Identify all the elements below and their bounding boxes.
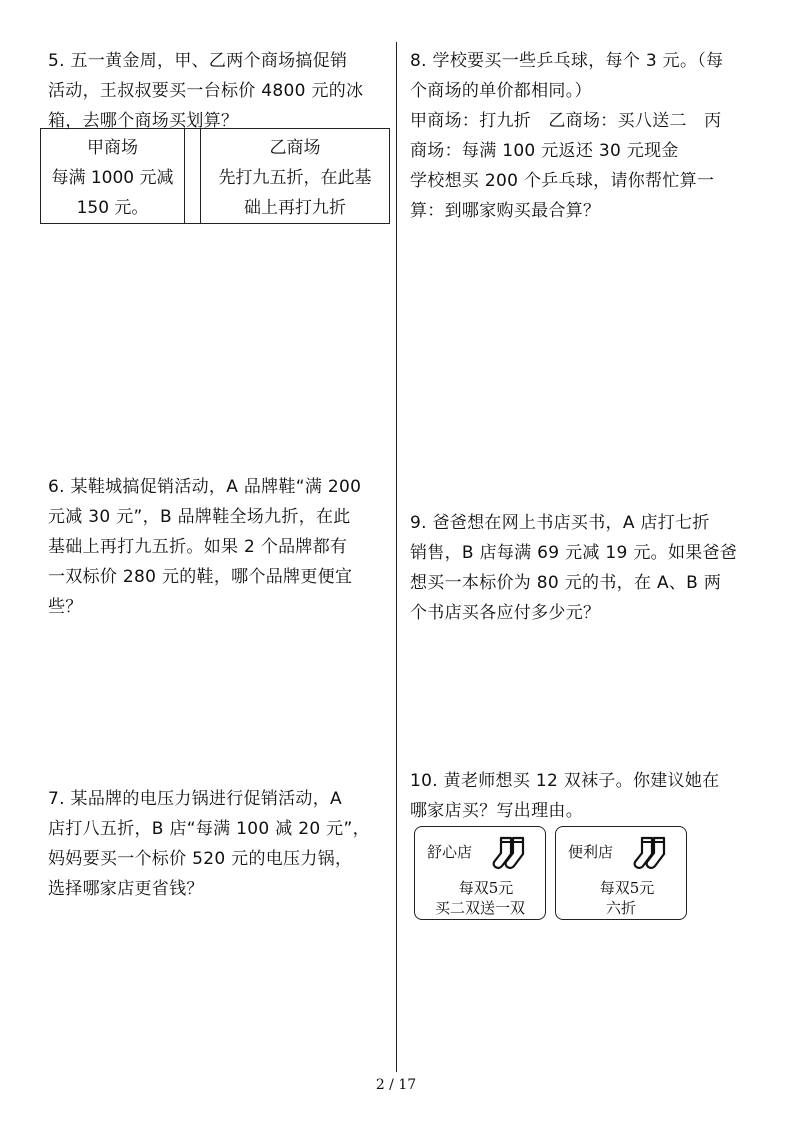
mall-b-rule: 础上再打九折 [244, 198, 346, 218]
socks-icon [628, 835, 672, 875]
question-8-line: 商场：每满 100 元返还 30 元现金 [410, 141, 679, 161]
question-6 [48, 472, 384, 622]
question-7-line: 7. 某品牌的电压力锅进行促销活动，A [48, 789, 342, 809]
shop-price: 每双5元 [599, 879, 655, 897]
question-7 [48, 784, 384, 904]
mall-comparison-table [40, 128, 390, 224]
page-number: 2 / 17 [375, 1077, 417, 1093]
socks-icon [487, 835, 531, 875]
question-5-line: 箱，去哪个商场买划算？ [48, 111, 239, 131]
question-10-line: 哪家店买？写出理由。 [410, 801, 583, 821]
question-7-line: 店打八五折，B 店“每满 100 减 20 元”， [48, 819, 370, 839]
question-7-line: 妈妈要买一个标价 520 元的电压力锅， [48, 849, 353, 869]
question-9-line: 想买一本标价为 80 元的书，在 A、B 两 [410, 573, 722, 593]
mall-b-title: 乙商场 [269, 138, 321, 158]
question-6-line: 6. 某鞋城搞促销活动，A 品牌鞋“满 200 [48, 477, 362, 497]
mall-a-rule: 150 元。 [76, 198, 149, 218]
question-8-line: 算：到哪家购买最合算？ [410, 201, 601, 221]
shop-price: 每双5元 [458, 879, 514, 897]
mall-b-cell [201, 129, 389, 223]
question-8-line: 学校想买 200 个乒乓球，请你帮忙算一 [410, 171, 715, 191]
question-9-line: 销售，B 店每满 69 元减 19 元。如果爸爸 [410, 543, 738, 563]
question-6-line: 元减 30 元”，B 品牌鞋全场九折，在此 [48, 507, 351, 527]
mall-b-rule: 先打九五折，在此基 [218, 168, 372, 188]
question-5-line: 活动，王叔叔要买一台标价 4800 元的冰 [48, 81, 364, 101]
question-9 [410, 508, 750, 628]
shop-name: 舒心店 [427, 843, 473, 861]
mall-a-cell [41, 129, 184, 223]
question-5 [48, 46, 384, 136]
shop-offer: 六折 [605, 899, 636, 917]
question-6-line: 一双标价 280 元的鞋，哪个品牌更便宜 [48, 567, 353, 587]
question-8 [410, 46, 750, 226]
table-separator [184, 129, 201, 223]
shop-offer: 买二双送一双 [434, 899, 525, 917]
column-divider [396, 42, 397, 1072]
question-9-line: 个书店买各应付多少元？ [410, 603, 601, 623]
question-8-line: 8. 学校要买一些乒乓球，每个 3 元。（每 [410, 51, 724, 71]
shop-card-shuxin [414, 826, 546, 920]
question-6-line: 些？ [48, 597, 83, 617]
question-9-line: 9. 爸爸想在网上书店买书，A 店打七折 [410, 513, 710, 533]
question-7-line: 选择哪家店更省钱？ [48, 879, 204, 899]
question-5-line: 5. 五一黄金周，甲、乙两个商场搞促销 [48, 51, 348, 71]
shop-name: 便利店 [568, 843, 614, 861]
mall-a-rule: 每满 1000 元减 [51, 168, 174, 188]
question-10 [410, 766, 750, 826]
question-8-line: 甲商场：打九折 乙商场：买八送二 丙 [410, 111, 722, 131]
shop-card-bianli [555, 826, 687, 920]
mall-a-title: 甲商场 [87, 138, 138, 158]
question-8-line: 个商场的单价都相同。） [410, 81, 592, 101]
question-6-line: 基础上再打九五折。如果 2 个品牌都有 [48, 537, 348, 557]
question-10-line: 10. 黄老师想买 12 双袜子。你建议她在 [410, 771, 720, 791]
